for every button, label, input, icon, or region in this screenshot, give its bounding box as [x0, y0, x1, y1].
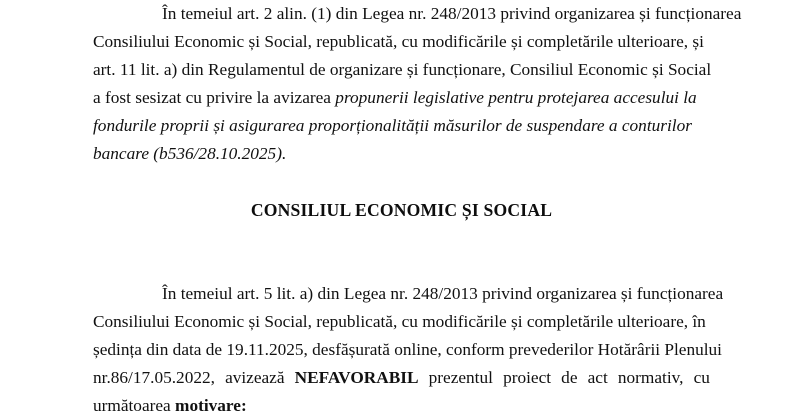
text-line — [93, 140, 710, 168]
paragraph-spacer — [93, 168, 710, 196]
text-line — [93, 112, 710, 140]
opinion-paragraph — [93, 280, 724, 420]
text-line — [93, 28, 710, 56]
heading-spacer-2 — [93, 252, 710, 280]
text-line — [93, 84, 710, 112]
line-text-italic: propunerii legislative pentru protejarea accesului la — [335, 88, 697, 107]
line-word: proiect — [503, 368, 552, 387]
text-line — [93, 392, 710, 420]
line-text: Consiliului Economic și Social, republicată, cu modificările și completările ulterioare, în — [93, 312, 706, 331]
line-word: act — [587, 368, 608, 387]
document-text-body — [93, 0, 742, 420]
line-text-italic: bancare (b536/28.10.2025). — [93, 144, 287, 163]
intro-paragraph — [93, 0, 742, 168]
text-line-wide — [93, 364, 710, 392]
opinion-verdict: NEFAVORABIL — [294, 368, 419, 387]
line-text: a fost sesizat cu privire la avizarea — [93, 88, 336, 107]
line-text: În temeiul art. 5 lit. a) din Legea nr. 248/2013 privind organizarea și funcționarea — [162, 284, 724, 303]
text-line — [93, 280, 724, 308]
line-text: În temeiul art. 2 alin. (1) din Legea nr. 248/2013 privind organizarea și funcționarea — [162, 4, 742, 23]
line-text: art. 11 lit. a) din Regulamentul de organizare și funcționare, Consiliul Economic și Social — [93, 60, 712, 79]
line-text: ședința din data de 19.11.2025, desfășurată online, conform prevederilor Hotărârii Plenului — [93, 340, 722, 359]
line-word: avizează — [225, 368, 285, 387]
line-word: prezentul — [428, 368, 493, 387]
line-word: de — [561, 368, 578, 387]
text-line — [93, 56, 710, 84]
line-word: nr.86/17.05.2022, — [93, 368, 215, 387]
text-line — [93, 336, 722, 364]
text-line — [93, 0, 742, 28]
text-line — [93, 308, 710, 336]
line-text: următoarea — [93, 396, 176, 415]
line-word: normativ, — [617, 368, 684, 387]
institution-heading: CONSILIUL ECONOMIC ȘI SOCIAL — [250, 200, 553, 220]
line-text: Consiliului Economic și Social, republicată, cu modificările și completările ulterioare, și — [93, 32, 704, 51]
heading-spacer — [93, 224, 710, 252]
line-word: cu — [693, 368, 710, 387]
motivation-label: motivare: — [175, 396, 247, 415]
line-text-italic: fondurile proprii și asigurarea proporționalității măsurilor de suspendare a conturilor — [93, 116, 692, 135]
